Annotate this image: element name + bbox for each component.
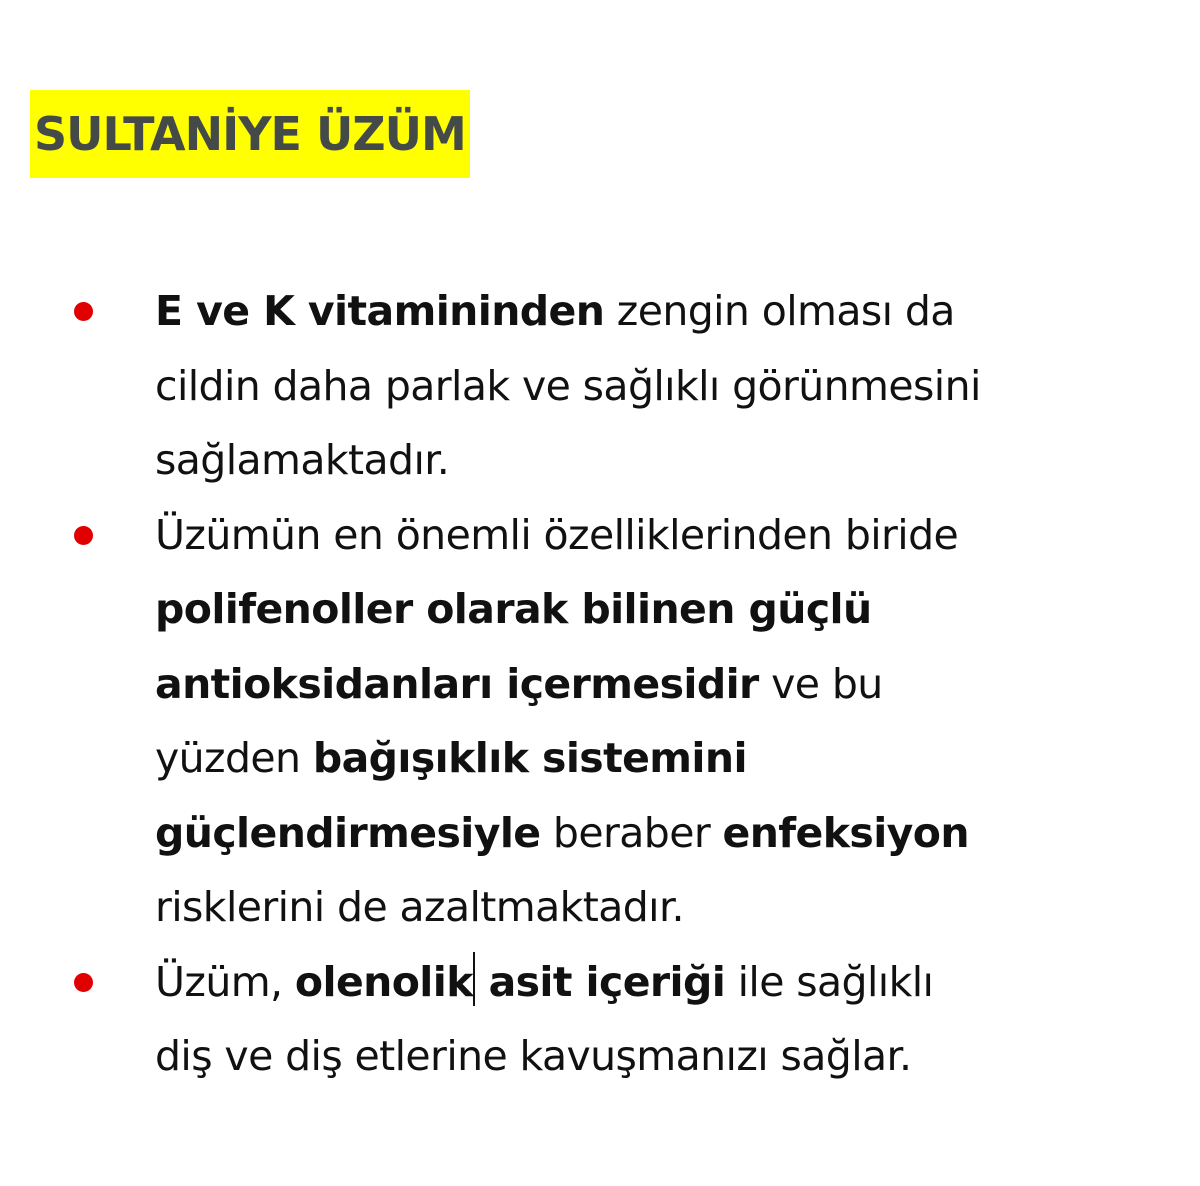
text-line xyxy=(155,274,1175,349)
text-line xyxy=(155,423,1175,498)
bullet-item xyxy=(0,274,1175,498)
bold-text: E ve K vitamininden xyxy=(155,287,605,335)
page-title: SULTANİYE ÜZÜM xyxy=(30,90,470,178)
text-run: risklerini de azaltmaktadır. xyxy=(155,883,684,931)
text-line xyxy=(155,945,1175,1020)
text-run: zengin olması da xyxy=(604,287,955,335)
text-run: ile sağlıklı xyxy=(725,957,934,1006)
bold-text: polifenoller olarak bilinen güçlü xyxy=(155,585,872,633)
bold-text: güçlendirmesiyle xyxy=(155,808,541,857)
bold-text: asit içeriği xyxy=(474,957,726,1006)
bold-text: antioksidanları içermesidir xyxy=(155,659,759,708)
text-run: Üzüm, xyxy=(155,957,295,1006)
text-line xyxy=(155,647,1175,722)
text-line xyxy=(155,796,1175,871)
text-run: beraber xyxy=(540,808,723,857)
text-line xyxy=(155,721,1175,796)
text-run: sağlamaktadır. xyxy=(155,436,450,484)
bullet-dot-icon xyxy=(74,526,93,545)
text-run: yüzden xyxy=(155,734,313,782)
text-run: diş ve diş etlerine kavuşmanızı sağlar. xyxy=(155,1032,912,1080)
text-line xyxy=(155,572,1175,647)
text-line xyxy=(155,870,1175,945)
text-line xyxy=(155,498,1175,573)
bullet-dot-icon xyxy=(74,302,93,321)
bold-text: bağışıklık sistemini xyxy=(312,734,747,782)
bullet-list xyxy=(0,274,1200,1094)
bold-text: enfeksiyon xyxy=(722,808,969,857)
bold-text: olenolik xyxy=(294,957,473,1006)
bullet-item xyxy=(0,945,1175,1094)
bullet-item xyxy=(0,498,1175,945)
text-run: Üzümün en önemli özelliklerinden biride xyxy=(155,510,959,559)
bullet-dot-icon xyxy=(74,973,93,992)
text-line xyxy=(155,1019,1175,1094)
text-run: cildin daha parlak ve sağlıklı görünmesini xyxy=(155,361,981,410)
text-line xyxy=(155,349,1175,424)
text-run: ve bu xyxy=(758,659,883,708)
